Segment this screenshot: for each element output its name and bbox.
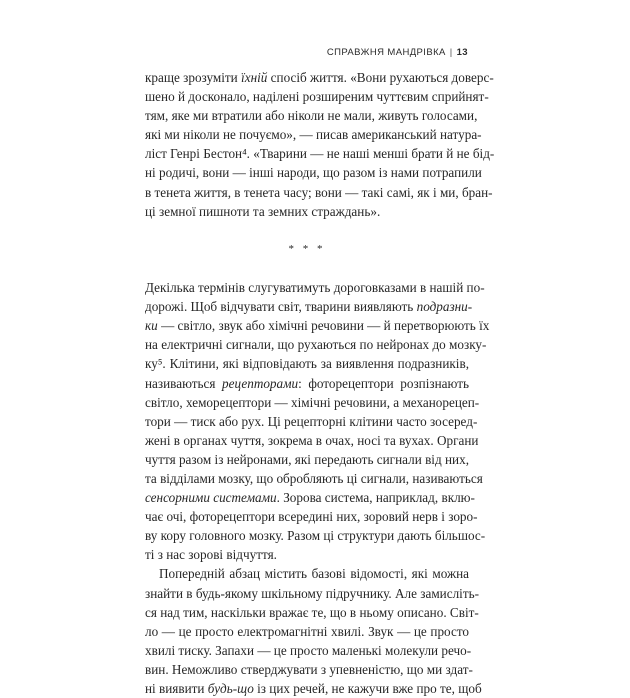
paragraph-1-line: тям, яке ми втратили або ніколи не мали, живуть голосами, <box>145 108 478 124</box>
section-separator: * * * <box>288 242 326 255</box>
paragraph-2-line: на електричні сигнали, що рухаються по нейронах до мозку- <box>145 337 487 353</box>
paragraph-2-line: ву кору головного мозку. Разом ці структури дають більшос- <box>145 528 486 544</box>
paragraph-1-line: ці земної пишноти та земних страждань». <box>145 203 381 219</box>
paragraph-3-line: знайти в будь-якому шкільному підручнику. Але замисліть- <box>145 585 480 601</box>
paragraph-2-line: та відділами мозку, що обробляють ці сигнали, називаються <box>145 470 483 486</box>
paragraph-2-line: сенсорними системами. Зорова система, наприклад, вклю- <box>145 490 475 506</box>
paragraph-2-line: ку⁵. Клітини, які відповідають за виявлення подразників, <box>145 356 469 372</box>
paragraph-1-line: ні родичі, вони — інші народи, що разом із нами потрапили <box>145 165 482 181</box>
body-text <box>145 68 495 698</box>
running-head-title: СПРАВЖНЯ МАНДРІВКА <box>326 47 446 58</box>
paragraph-1-line: шено й досконало, наділені розширеним чуттєвим сприйнят- <box>145 89 489 105</box>
running-head-separator: | <box>449 47 453 58</box>
paragraph-2-line: Декілька термінів слугуватимуть дороговказами в нашій по- <box>145 280 485 296</box>
paragraph-2-line: світло, хеморецептори — хімічні речовини, а механорецеп- <box>145 394 480 410</box>
paragraph-2-line: називаються рецепторами: фоторецептори розпізнають <box>145 375 469 391</box>
paragraph-3-line: ло — це просто електромагнітні хвилі. Звук — це просто <box>145 623 469 639</box>
running-head <box>327 47 468 58</box>
paragraph-2-line: дорожі. Щоб відчувати світ, тварини виявляють подразни- <box>145 299 473 315</box>
paragraph-2-line: ті з нас зорові відчуття. <box>145 547 277 563</box>
paragraph-3-line: ні виявити будь-що із цих речей, не кажучи вже про те, щоб <box>145 681 482 696</box>
paragraph-3-line: Попередній абзац містить базові відомості, які можна <box>159 566 469 582</box>
paragraph-2-line: жені в органах чуття, зокрема в очах, носі та вухах. Органи <box>145 432 479 448</box>
paragraph-2-line: тори — тиск або рух. Ці рецепторні клітини часто зосеред- <box>145 413 478 429</box>
paragraph-3-line: хвилі тиску. Запахи — це просто маленькі молекули речо- <box>145 642 472 658</box>
page-number: 13 <box>456 47 468 58</box>
paragraph-3-line: ся над тим, наскільки вражає те, що в ньому описано. Світ- <box>145 604 479 620</box>
paragraph-1-line: ліст Генрі Бестон⁴. «Тварини — не наші менші брати й не бід- <box>145 146 495 162</box>
spacer <box>145 259 469 278</box>
paragraph-1-line: які ми ніколи не почуємо», — писав американський натура- <box>145 127 482 143</box>
paragraph-1-line: краще зрозуміти їхній спосіб життя. «Вони рухаються доверс- <box>145 70 494 85</box>
paragraph-2-line: ки — світло, звук або хімічні речовини — й перетворюють їх <box>145 318 490 334</box>
paragraph-2-line: чуття разом із нейронами, які передають сигнали від них, <box>145 451 469 467</box>
paragraph-1-line: в тенета життя, в тенета часу; вони — такі самі, як і ми, бран- <box>145 184 493 200</box>
paragraph-3-line: вин. Неможливо стверджувати з упевненістю, що ми здат- <box>145 661 473 677</box>
paragraph-2-line: чає очі, фоторецептори всередині них, зоровий нерв і зоро- <box>145 509 478 525</box>
spacer <box>145 221 469 240</box>
